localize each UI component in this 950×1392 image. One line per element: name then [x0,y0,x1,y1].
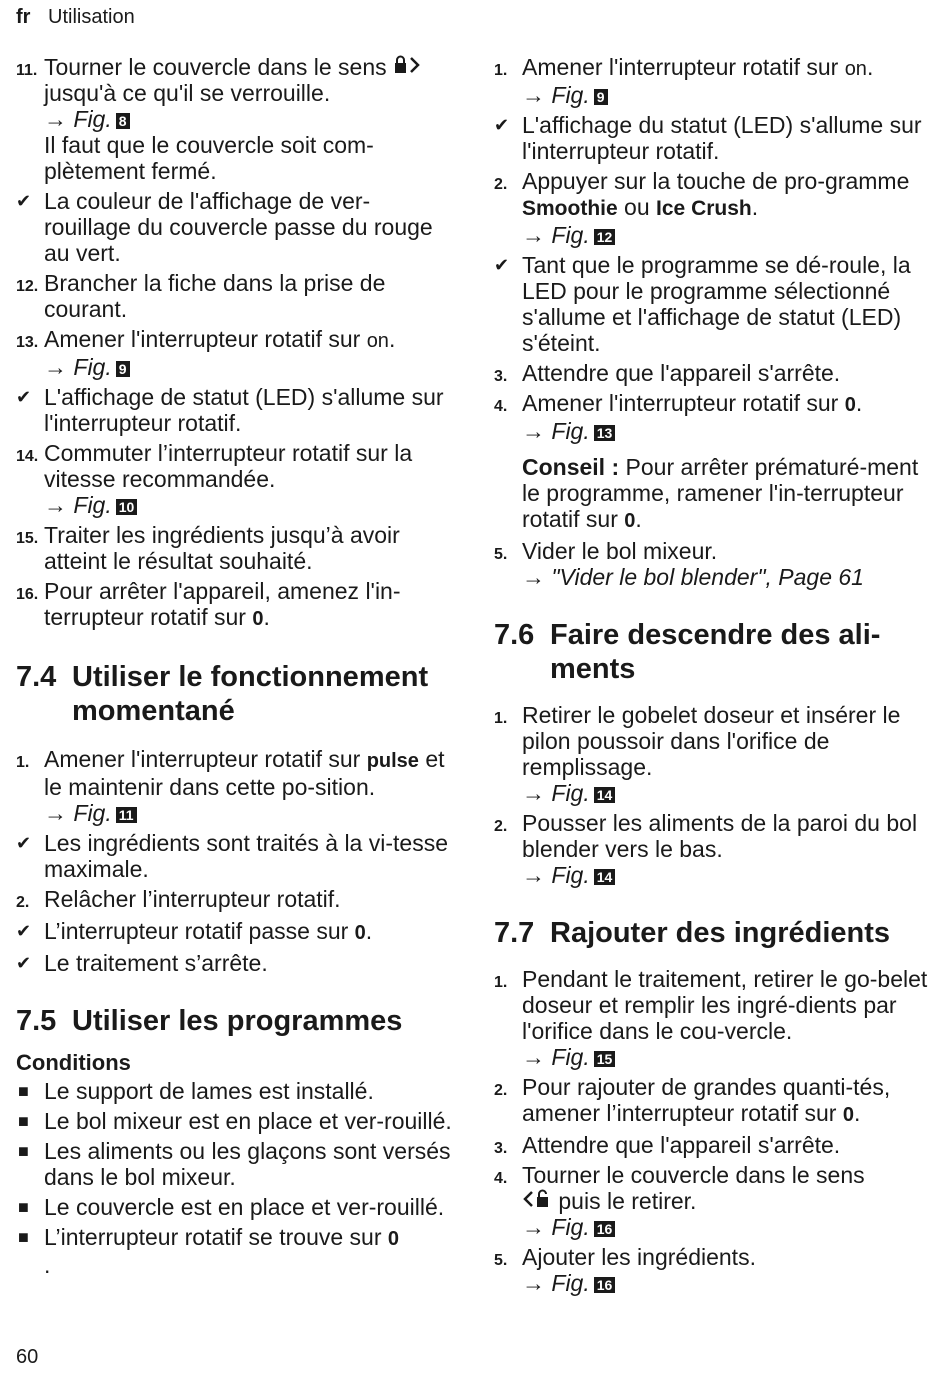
section-name: Utilisation [48,6,135,28]
section-7-7-step-4: 4. Tourner le couvercle dans le sens puis le retirer. → Fig. 16 [494,1162,930,1240]
result-11: ✔ La couleur de l'affichage de ver-rouillage du couvercle passe du rouge au vert. [16,188,433,266]
condition-item: ■ Le couvercle est en place et ver-rouillé. [18,1194,445,1220]
arrow-icon: → [522,1214,545,1240]
section-7-4-heading: 7.4 Utiliser le fonctionnement momentané [16,661,429,727]
step-12: 12. Brancher la fiche dans la prise de courant. [16,270,386,322]
result-13: ✔ L'affichage de statut (LED) s'allume sur l'interrupteur rotatif. [16,384,444,436]
tip-note: Conseil : Pour arrêter prématuré-ment le programme, ramener l'in-terrupteur rotatif sur 0. [522,454,919,532]
arrow-icon: → [522,222,545,248]
arrow-icon: → [522,564,545,590]
right-column [494,54,930,1300]
arrow-icon: → [44,106,67,132]
check-icon: ✔ [16,921,32,941]
condition-item: ■ Le support de lames est installé. [18,1078,374,1104]
arrow-icon: → [522,780,545,806]
section-7-7-heading: 7.7 Rajouter des ingrédients [494,917,891,949]
arrow-icon: → [44,800,67,826]
arrow-icon: → [522,862,545,888]
section-7-6-step-2: 2. Pousser les aliments de la paroi du bol blender vers le bas. → Fig. 14 [494,810,930,888]
figure-ref[interactable]: → Fig. 10 [44,492,452,518]
arrow-icon: → [522,1044,545,1070]
page-number: 60 [16,1346,39,1368]
page-header [16,6,135,29]
check-icon: ✔ [16,833,32,853]
lock-closed-icon [393,54,423,80]
section-7-7-step-2: 2. Pour rajouter de grandes quanti-tés, amener l’interrupteur rotatif sur 0. [494,1074,891,1126]
check-icon: ✔ [494,115,510,135]
figure-ref[interactable]: → Fig. 14 [522,780,930,806]
step-14: 14. Commuter l’interrupteur rotatif sur la vitesse recommandée. → Fig. 10 [16,440,452,518]
lock-open-icon [522,1188,552,1214]
conditions-heading: Conditions [16,1050,131,1075]
figure-ref[interactable]: → Fig. 14 [522,862,930,888]
figure-ref[interactable]: → Fig. 11 [44,800,452,826]
arrow-icon: → [44,492,67,518]
figure-ref[interactable]: → Fig. 13 [522,418,930,444]
section-7-7-step-5: 5. Ajouter les ingrédients. → Fig. 16 [494,1244,930,1296]
condition-item: ■ Le bol mixeur est en place et ver-rouillé. [18,1108,452,1134]
check-icon: ✔ [494,255,510,275]
section-7-4-step-2: 2. Relâcher l’interrupteur rotatif. [16,886,341,912]
bullet-icon: ■ [18,1081,29,1101]
check-icon: ✔ [16,387,32,407]
program-step-2: 2. Appuyer sur la touche de pro-gramme Smoothie ou Ice Crush. → Fig. 12 [494,168,930,248]
arrow-icon: → [522,418,545,444]
left-column [16,54,452,1282]
section-7-4-result-1: ✔ Les ingrédients sont traités à la vi-tesse maximale. [16,830,448,882]
program-result-2: ✔ Tant que le programme se dé-roule, la LED pour le programme sélectionné s'allume et l'affichage de statut (LED) s'éteint. [494,252,911,356]
section-7-6-heading: 7.6 Faire descendre des ali-ments [494,619,881,685]
bullet-icon: ■ [18,1197,29,1217]
figure-ref[interactable]: → Fig. 8 [44,106,452,132]
section-7-4-result-2b: ✔ Le traitement s’arrête. [16,950,268,976]
arrow-icon: → [522,1270,545,1296]
check-icon: ✔ [16,953,32,973]
arrow-icon: → [522,82,545,108]
page-reference-link[interactable]: → "Vider le bol blender", Page 61 [522,564,864,590]
program-step-1: 1. Amener l'interrupteur rotatif sur on. → Fig. 9 [494,54,930,108]
step-15: 15. Traiter les ingrédients jusqu’à avoir atteint le résultat souhaité. [16,522,400,574]
condition-item: ■ Les aliments ou les glaçons sont versés dans le bol mixeur. [18,1138,451,1190]
program-step-5: 5. Vider le bol mixeur. → "Vider le bol blender", Page 61 [494,538,930,590]
step-16: 16. Pour arrêter l'appareil, amenez l'in-terrupteur rotatif sur 0. [16,578,401,630]
section-7-7-step-1: 1. Pendant le traitement, retirer le go-belet doseur et remplir les ingré-dients par l'orifice dans le cou-vercle. → Fig. 15 [494,966,930,1070]
language-code: fr [16,6,31,28]
program-step-3: 3. Attendre que l'appareil s'arrête. [494,360,841,386]
program-result-1: ✔ L'affichage du statut (LED) s'allume sur l'interrupteur rotatif. [494,112,922,164]
section-7-4-step-1: 1. Amener l'interrupteur rotatif sur pulse et le maintenir dans cette po-sition. → Fig. 11 [16,746,452,826]
section-7-4-result-2a: ✔ L’interrupteur rotatif passe sur 0. [16,918,373,944]
program-step-4: 4. Amener l'interrupteur rotatif sur 0. → Fig. 13 [494,390,930,444]
figure-ref[interactable]: → Fig. 12 [522,222,930,248]
check-icon: ✔ [16,191,32,211]
figure-ref[interactable]: → Fig. 15 [522,1044,930,1070]
figure-ref[interactable]: → Fig. 9 [44,354,452,380]
bullet-icon: ■ [18,1141,29,1161]
step-11: 11. Tourner le couvercle dans le sens jusqu'à ce qu'il se verrouille. → Fig. 8 Il faut que le couvercle soit com-plètement fermé. [16,54,452,184]
step-13: 13. Amener l'interrupteur rotatif sur on. → Fig. 9 [16,326,452,380]
condition-item: ■ L’interrupteur rotatif se trouve sur 0 . [18,1224,400,1278]
figure-ref[interactable]: → Fig. 16 [522,1214,930,1240]
arrow-icon: → [44,354,67,380]
section-7-5-heading: 7.5 Utiliser les programmes [16,1005,403,1037]
figure-ref[interactable]: → Fig. 16 [522,1270,930,1296]
section-7-7-step-3: 3. Attendre que l'appareil s'arrête. [494,1132,841,1158]
bullet-icon: ■ [18,1227,29,1247]
figure-ref[interactable]: → Fig. 9 [522,82,930,108]
bullet-icon: ■ [18,1111,29,1131]
section-7-6-step-1: 1. Retirer le gobelet doseur et insérer le pilon poussoir dans l'orifice de remplissage. → Fig. 14 [494,702,930,806]
